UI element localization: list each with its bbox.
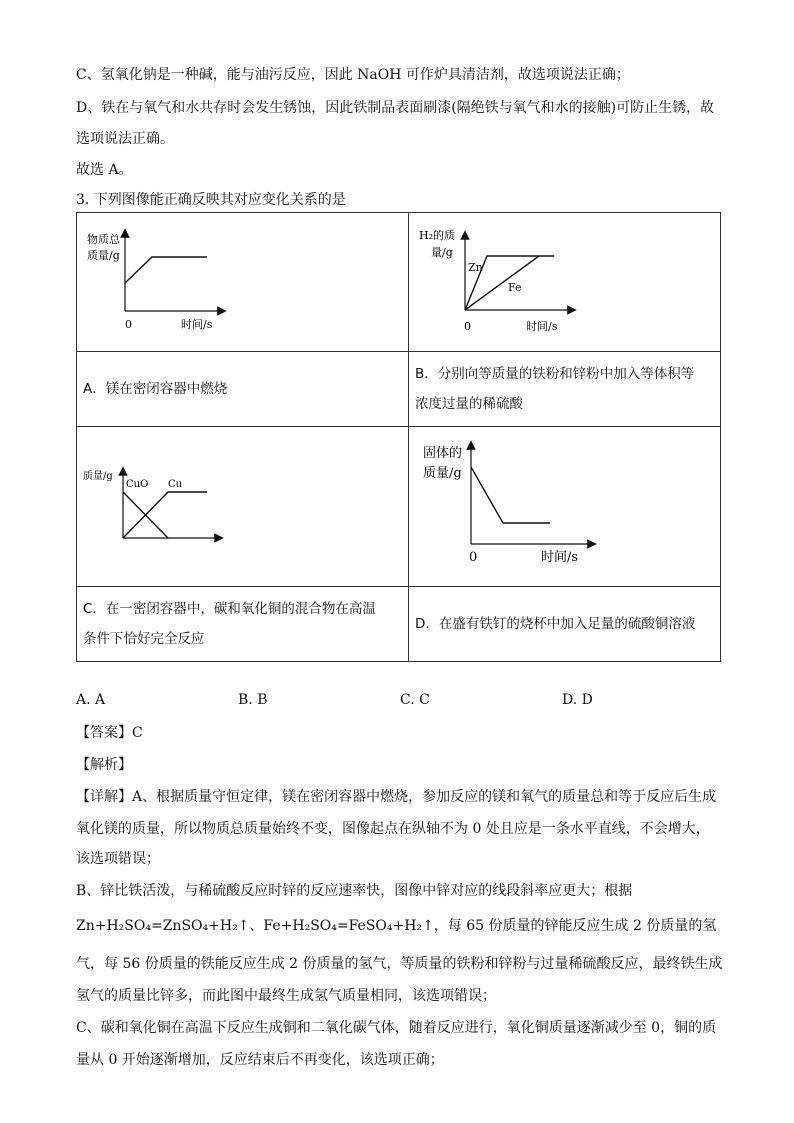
caption-c xyxy=(77,587,409,662)
y-label: 质量/g xyxy=(87,249,120,262)
text-line: 故选 A。 xyxy=(76,162,133,178)
caption-c-line1: C．在一密闭容器中，碳和氧化铜的混合物在高温 xyxy=(83,601,376,617)
x-label: 时间/s xyxy=(526,320,558,333)
y-label: 量/g xyxy=(431,246,453,259)
origin-label: 0 xyxy=(125,318,132,331)
caption-d xyxy=(409,587,721,662)
graph-cell-b xyxy=(409,213,721,352)
origin-label: 0 xyxy=(469,550,478,565)
y-label: 物质总 xyxy=(87,233,120,246)
x-label: 时间/s xyxy=(541,550,579,565)
y-label: 质量/g xyxy=(423,466,462,481)
analysis-text: 氢气的质量比锌多，而此图中最终生成氢气质量相同，该选项错误； xyxy=(76,988,496,1004)
caption-b xyxy=(409,352,721,427)
caption-b-line2: 浓度过量的稀硫酸 xyxy=(415,396,523,412)
graph-cell-d xyxy=(409,427,721,587)
origin-label: 0 xyxy=(464,320,471,333)
analysis-equation: Zn+H₂SO₄=ZnSO₄+H₂↑、Fe+H₂SO₄=FeSO₄+H₂↑，每 65 份质量的锌能反应生成 2 份质量的氢 xyxy=(76,918,717,934)
x-label: 时间/s xyxy=(181,318,213,331)
option-a: A. A xyxy=(76,692,106,708)
fe-label: Fe xyxy=(508,281,522,294)
caption-b-line1: B．分别向等质量的铁粉和锌粉中加入等体积等 xyxy=(415,366,695,382)
analysis-text: 气，每 56 份质量的铁能反应生成 2 份质量的氢气，等质量的铁粉和锌粉与过量稀硫酸反应，最终铁生成 xyxy=(76,956,723,972)
question-table xyxy=(76,212,721,662)
graph-cell-c xyxy=(77,427,409,587)
graph-cell-a xyxy=(77,213,409,352)
analysis-label: 【解析】 xyxy=(76,757,132,773)
graph-c xyxy=(77,427,408,582)
cu-label: Cu xyxy=(168,479,183,490)
y-label: H₂的质 xyxy=(419,229,456,242)
y-label: 质量/g xyxy=(83,471,113,482)
caption-a xyxy=(77,352,409,427)
question-title: 3. 下列图像能正确反映其对应变化关系的是 xyxy=(76,192,346,208)
analysis-text: 量从 0 开始逐渐增加，反应结束后不再变化，该选项正确； xyxy=(76,1052,444,1068)
curve-total-mass xyxy=(125,257,207,283)
curve-solid-mass xyxy=(471,467,550,523)
caption-c-line2: 条件下恰好完全反应 xyxy=(83,631,205,647)
graph-a xyxy=(77,213,408,347)
y-label: 固体的 xyxy=(423,446,463,461)
text-line: D、铁在与氧气和水共存时会发生锈蚀，因此铁制品表面刷漆(隔绝铁与氧气和水的接触)可防止生锈，故 xyxy=(76,100,715,116)
text-line: C、氢氧化钠是一种碱，能与油污反应，因此 NaOH 可作炉具清洁剂，故选项说法正确； xyxy=(76,67,630,83)
analysis-text: 该选项错误； xyxy=(76,851,160,867)
caption-d-text: D．在盛有铁钉的烧杯中加入足量的硫酸铜溶液 xyxy=(415,616,696,632)
analysis-text: 氧化镁的质量，所以物质总质量始终不变，图像起点在纵轴不为 0 处且应是一条水平直线，不会增大， xyxy=(76,821,710,837)
option-b: B. B xyxy=(238,692,268,708)
zn-label: Zn xyxy=(468,261,483,274)
graph-d xyxy=(409,427,720,582)
option-d: D. D xyxy=(562,692,593,708)
curve-cu xyxy=(123,492,207,538)
answer-label: 【答案】C xyxy=(76,725,143,741)
analysis-text: 【详解】A、根据质量守恒定律，镁在密闭容器中燃烧，参加反应的镁和氧气的质量总和等于反应后生成 xyxy=(76,789,717,805)
analysis-text: B、锌比铁活泼，与稀硫酸反应时锌的反应速率快，图像中锌对应的线段斜率应更大；根据 xyxy=(76,883,633,899)
graph-b xyxy=(409,213,720,347)
cuo-label: CuO xyxy=(126,479,149,490)
caption-a-text: A．镁在密闭容器中燃烧 xyxy=(83,381,228,397)
analysis-text: C、碳和氧化铜在高温下反应生成铜和二氧化碳气体，随着反应进行，氧化铜质量逐渐减少至 0，铜的质 xyxy=(76,1020,717,1036)
text-line: 选项说法正确。 xyxy=(76,131,174,147)
option-c: C. C xyxy=(400,692,430,708)
